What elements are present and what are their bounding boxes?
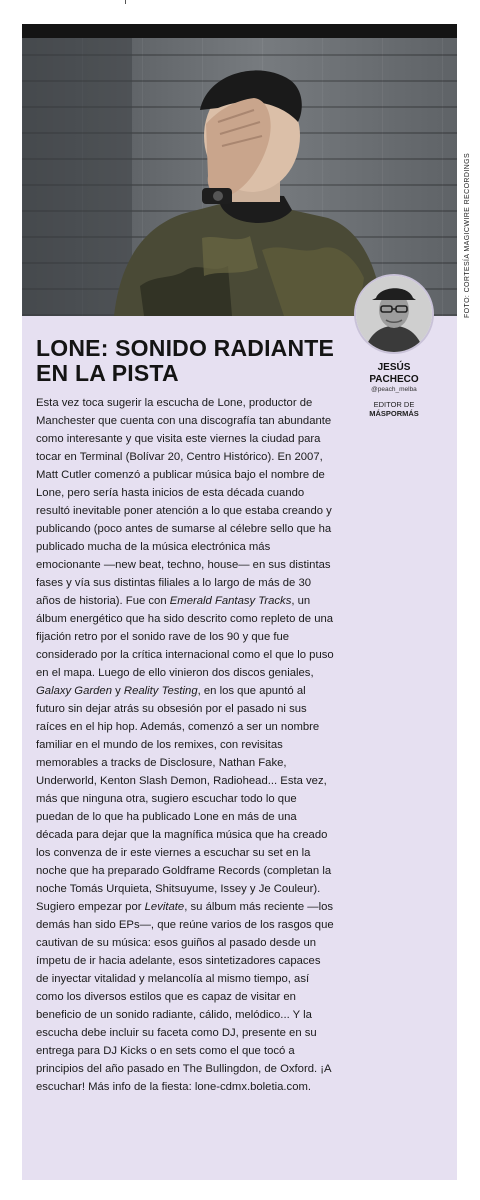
header-bar (22, 24, 457, 38)
album-title: Reality Testing (123, 685, 198, 697)
article-body (36, 394, 336, 1096)
album-title: Emerald Fantasy Tracks (169, 595, 292, 607)
article-paragraph (36, 394, 336, 1096)
author-handle: @peach_melba (371, 386, 417, 393)
author-role-title: EDITOR DE (373, 400, 415, 409)
crop-mark (125, 0, 126, 4)
photo-credit: FOTO: CORTESÍA MAGICWIRE RECORDINGS (464, 152, 471, 318)
album-title: Levitate (144, 901, 185, 913)
author-avatar (356, 276, 432, 352)
body-text: Esta vez toca sugerir la escucha de Lone, productor de Manchester que cuenta con una discografía tan abundante como interesante y que visita este viernes la ciudad para tocar en Terminal (Bolívar 20, Centro Histórico). En 2007, Matt Cutler comenzó a publicar música bajo el nombre de Lone, pero sería hasta inicios de esta década cuando resultó inevitable poner atención a lo que estaba creando y publicando (poco antes de sumarse al célebre sello que ha publicado mucha de la música electrónica más emocionante —new beat, techno, house— en sus distintas fases y vía sus distintas filiales a lo largo de más de 30 años de historia). Fue con (36, 397, 332, 607)
body-text: , un álbum energético que ha sido descrito como repleto de una fijación retro por el sonido rave de los 90 y que fue considerado por la crítica internacional como el que lo puso en el mapa. Luego de ello vinieron dos discos geniales, (36, 595, 334, 679)
album-title: Galaxy Garden (36, 685, 112, 697)
body-text: y (111, 685, 124, 697)
article-headline: LONE: SONIDO RADIANTE EN LA PISTA (36, 335, 335, 386)
body-text: , su álbum más reciente —los demás han sido EPs—, que reúne varios de los rasgos que cautivan de su música: esos guiños al pasado desde un ímpetu de ir hacia adelante, esos sintetizadores capaces de inyectar vitalidad y melancolía al mismo tiempo, así como los diversos estilos que es capaz de visitar en beneficio de un sonido radiante, cálido, melódico... Y la escucha debe incluir su faceta como DJ, presente en su entrega para DJ Kicks o en sets como el que tocó a principios del año pasado en The Bullingdon, de Oxford. ¡A escuchar! Más info de la fiesta: lone-cdmx.boletia.com. (36, 901, 334, 1093)
body-text: , en los que apuntó al futuro sin dejar atrás su obsesión por el pasado ni sus raíces en el hip hop. Además, comenzó a ser un nombre familiar en el mundo de los remixes, con revisitas memorables a tracks de Disclosure, Nathan Fake, Underworld, Kenton Slash Demon, Radiohead... Esta vez, más que ninguna otra, sugiero escuchar todo lo que puedan de lo que ha publicado Lone en más de una década para dejar que la magnífica música que ha creado los convenza de ir este viernes a escuchar su set en la noche que ha preparado Goldframe Records (completan la noche Tomás Urquieta, Shitsuyume, Issey y Je Couleur). Sugiero empezar por (36, 685, 332, 913)
author-portrait-illustration (356, 276, 432, 352)
author-name: JESÚS PACHECO (369, 362, 419, 385)
artist-photo-illustration (22, 38, 457, 316)
author-organization: MÁSPORMÁS (369, 409, 419, 418)
artist-photo (22, 38, 457, 316)
author-role (352, 400, 436, 418)
